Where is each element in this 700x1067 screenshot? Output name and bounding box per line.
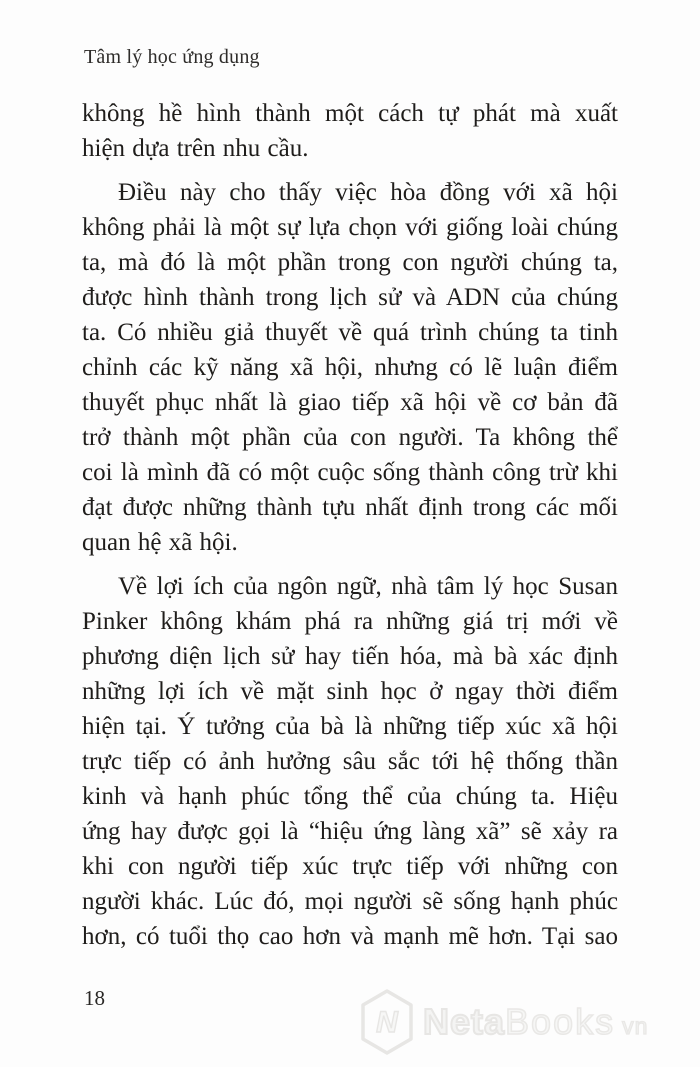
text-line: coi là mình đã có một cuộc sống thành công trừ khi xyxy=(82,459,618,486)
paragraph xyxy=(82,175,618,560)
text-line: thuyết phục nhất là giao tiếp xã hội về cơ bản đã xyxy=(82,389,618,416)
text-line: quan hệ xã hội. xyxy=(82,529,238,556)
watermark-text xyxy=(423,1001,648,1043)
running-header: Tâm lý học ứng dụng xyxy=(84,46,260,68)
text-line: Pinker không khám phá ra những giá trị mới về xyxy=(82,608,618,635)
text-line: phương diện lịch sử hay tiến hóa, mà bà xác định xyxy=(82,643,618,670)
text-line: kinh và hạnh phúc tổng thể của chúng ta. Hiệu xyxy=(82,783,618,810)
text-line: chỉnh các kỹ năng xã hội, nhưng có lẽ luận điểm xyxy=(82,354,618,381)
text-line: hiện tại. Ý tưởng của bà là những tiếp xúc xã hội xyxy=(82,713,618,740)
text-line: hiện dựa trên nhu cầu. xyxy=(82,135,309,162)
text-line: không phải là một sự lựa chọn với giống loài chúng xyxy=(82,214,618,241)
text-line: đạt được những thành tựu nhất định trong các mối xyxy=(82,494,618,521)
svg-text:N: N xyxy=(376,1006,398,1039)
text-line: những lợi ích về mặt sinh học ở ngay thời điểm xyxy=(82,678,618,705)
text-line: ta. Có nhiều giả thuyết về quá trình chúng ta tinh xyxy=(82,319,618,346)
text-line: trực tiếp có ảnh hưởng sâu sắc tới hệ thống thần xyxy=(82,748,618,775)
text-line: ta, mà đó là một phần trong con người chúng ta, xyxy=(82,249,618,276)
netabooks-hexagon-n-icon xyxy=(360,989,414,1055)
text-line: người khác. Lúc đó, mọi người sẽ sống hạnh phúc xyxy=(82,888,618,915)
text-line: không hề hình thành một cách tự phát mà xuất xyxy=(82,100,618,127)
watermark-tld: vn xyxy=(622,1013,649,1039)
text-line: Về lợi ích của ngôn ngữ, nhà tâm lý học Susan xyxy=(118,573,618,600)
text-line: được hình thành trong lịch sử và ADN của chúng xyxy=(82,284,618,311)
paragraph xyxy=(82,569,618,954)
text-line: trở thành một phần của con người. Ta không thể xyxy=(82,424,618,451)
page-number: 18 xyxy=(84,986,105,1010)
text-line: ứng hay được gọi là “hiệu ứng làng xã” sẽ xảy ra xyxy=(82,818,618,845)
watermark-brand-primary: Neta xyxy=(423,1001,506,1042)
paragraph xyxy=(82,96,618,166)
netabooks-watermark xyxy=(360,986,648,1058)
watermark-brand-secondary: Books xyxy=(505,1001,616,1042)
text-line: hơn, có tuổi thọ cao hơn và mạnh mẽ hơn. Tại sao xyxy=(82,923,618,950)
body-text xyxy=(82,96,618,954)
text-line: khi con người tiếp xúc trực tiếp với những con xyxy=(82,853,618,880)
text-line: Điều này cho thấy việc hòa đồng với xã hội xyxy=(118,179,618,206)
